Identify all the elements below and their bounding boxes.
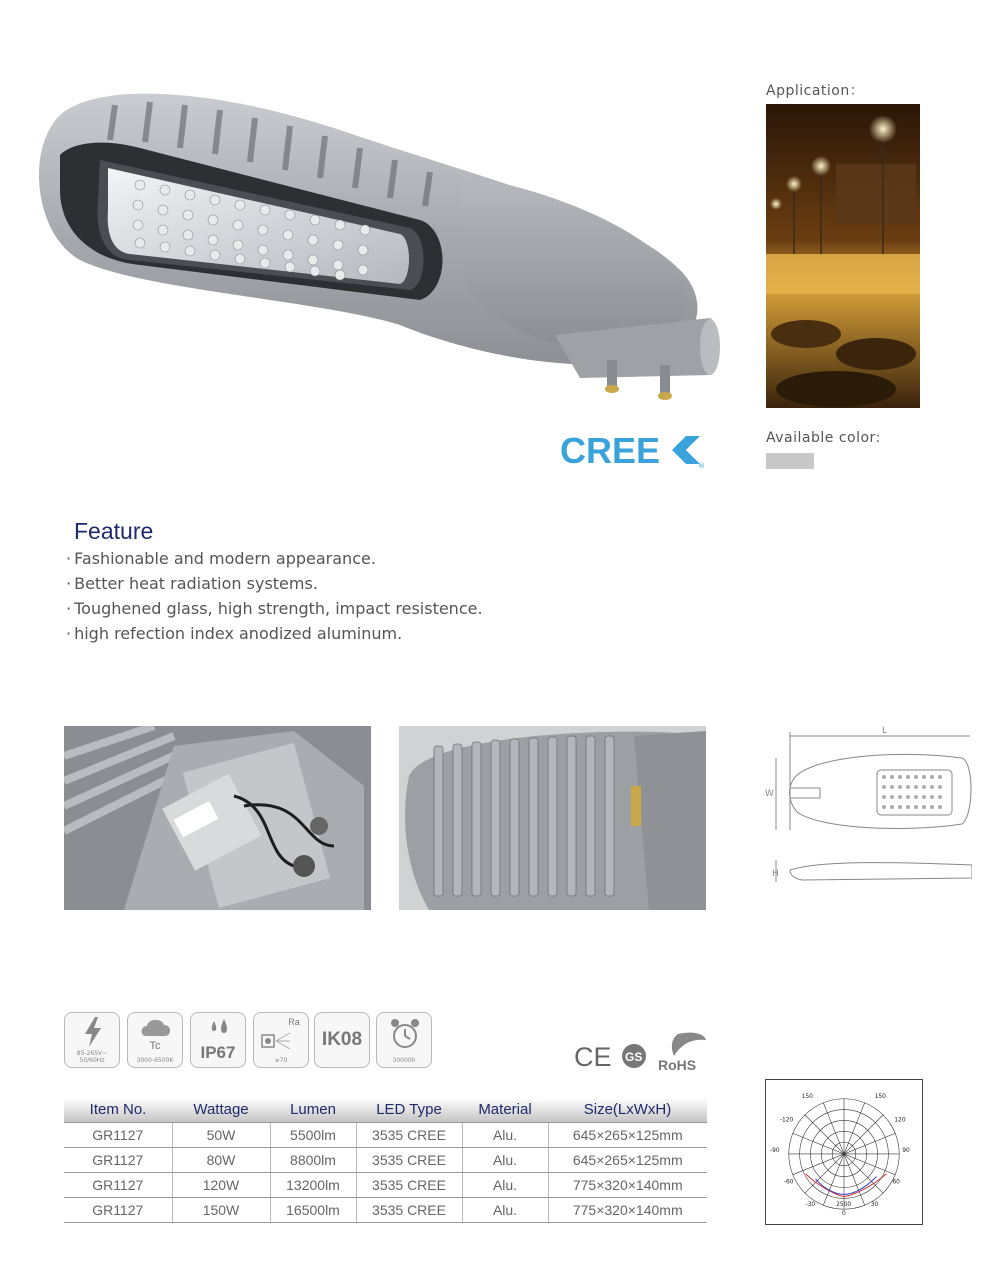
ik-spec-icon: [314, 1012, 370, 1068]
cct-spec-icon: [127, 1012, 183, 1068]
lightning-icon: [83, 1017, 103, 1047]
width-label: W: [765, 789, 774, 799]
cell-size: 645×265×125mm: [548, 1147, 707, 1172]
cell-item: GR1127: [64, 1197, 172, 1222]
color-temperature-icon: [140, 1016, 172, 1042]
cri-icon: [260, 1029, 294, 1051]
length-label: L: [882, 726, 888, 736]
cell-material: Alu.: [462, 1122, 548, 1147]
available-color-label: Available color:: [766, 430, 881, 446]
rohs-leaf-icon: [672, 1033, 706, 1056]
gs-mark: GS: [625, 1050, 643, 1064]
polar-label: 0: [842, 1211, 846, 1218]
cell-material: Alu.: [462, 1147, 548, 1172]
table-row: [64, 1172, 707, 1197]
col-header-size: Size(LxWxH): [548, 1098, 707, 1122]
polar-label: 60: [892, 1179, 900, 1186]
cell-size: 775×320×140mm: [548, 1197, 707, 1222]
polar-label: -60: [783, 1179, 794, 1186]
feature-item: · high refection index anodized aluminum.: [66, 624, 483, 649]
street-light-product-image: [20, 60, 720, 420]
cri-caption: ≥70: [274, 1057, 288, 1064]
height-label: H: [772, 869, 779, 879]
cell-item: GR1127: [64, 1122, 172, 1147]
cell-wattage: 50W: [172, 1122, 270, 1147]
cell-lumen: 5500lm: [270, 1122, 356, 1147]
polar-label: 150: [801, 1093, 813, 1100]
application-photo: [766, 104, 920, 408]
polar-label: -90: [770, 1148, 780, 1154]
polar-label: 150: [874, 1093, 886, 1100]
polar-label: -30: [805, 1202, 816, 1209]
feature-list: [66, 549, 483, 649]
color-swatch-grey: [766, 453, 814, 469]
cell-led-type: 3535 CREE: [356, 1122, 462, 1147]
col-header-material: Material: [462, 1098, 548, 1122]
ip-rating: IP67: [200, 1043, 236, 1062]
cell-led-type: 3535 CREE: [356, 1147, 462, 1172]
driver-compartment-photo: [64, 726, 371, 910]
cell-item: GR1127: [64, 1147, 172, 1172]
cell-material: Alu.: [462, 1172, 548, 1197]
ip-spec-icon: [190, 1012, 246, 1068]
cell-led-type: 3535 CREE: [356, 1197, 462, 1222]
col-header-lumen: Lumen: [270, 1098, 356, 1122]
lifetime-spec-icon: [376, 1012, 432, 1068]
cell-lumen: 13200lm: [270, 1172, 356, 1197]
cct-symbol: Tc: [149, 1040, 161, 1052]
cell-wattage: 150W: [172, 1197, 270, 1222]
polar-label: 90: [902, 1148, 910, 1154]
cree-logo-text: CREE: [560, 430, 661, 470]
cell-size: 645×265×125mm: [548, 1122, 707, 1147]
feature-item: · Fashionable and modern appearance.: [66, 549, 483, 574]
heat-sink-photo: [399, 726, 706, 910]
cct-caption: 3000-6500K: [136, 1057, 174, 1064]
col-header-led-type: LED Type: [356, 1098, 462, 1122]
registered-mark: ®: [698, 462, 705, 470]
table-header-row: [64, 1098, 707, 1122]
waterproof-icon: [209, 1019, 231, 1037]
ce-mark: CE: [574, 1042, 612, 1072]
voltage-caption: 85-265V~ 50/60Hz: [76, 1050, 108, 1064]
feature-item: · Toughened glass, high strength, impact resistence.: [66, 599, 483, 624]
rohs-mark: RoHS: [658, 1057, 697, 1073]
alarm-clock-icon: [390, 1017, 420, 1051]
voltage-spec-icon: [64, 1012, 120, 1068]
application-label: Application：: [766, 83, 865, 99]
feature-title: Feature: [74, 518, 154, 544]
certification-marks: [570, 1030, 710, 1075]
table-row: [64, 1197, 707, 1222]
cri-symbol: Ra: [288, 1017, 300, 1027]
cell-wattage: 120W: [172, 1172, 270, 1197]
cell-size: 775×320×140mm: [548, 1172, 707, 1197]
polar-label: 120: [894, 1117, 906, 1124]
table-row: [64, 1122, 707, 1147]
table-row: [64, 1147, 707, 1172]
cell-led-type: 3535 CREE: [356, 1172, 462, 1197]
feature-item: · Better heat radiation systems.: [66, 574, 483, 599]
cell-wattage: 80W: [172, 1147, 270, 1172]
cell-lumen: 8800lm: [270, 1147, 356, 1172]
specification-table: [64, 1098, 707, 1223]
col-header-item: Item No.: [64, 1098, 172, 1122]
lifetime-caption: 30000h: [392, 1057, 416, 1064]
polar-label: 2500: [836, 1202, 852, 1209]
light-distribution-polar-diagram: [765, 1079, 923, 1225]
ik-rating: IK08: [321, 1029, 363, 1050]
cell-material: Alu.: [462, 1197, 548, 1222]
cree-logo: [560, 430, 710, 470]
cell-lumen: 16500lm: [270, 1197, 356, 1222]
cell-item: GR1127: [64, 1172, 172, 1197]
cri-spec-icon: [253, 1012, 309, 1068]
col-header-wattage: Wattage: [172, 1098, 270, 1122]
polar-label: 30: [870, 1202, 879, 1209]
dimension-drawing: [762, 720, 972, 890]
polar-label: -120: [779, 1117, 794, 1124]
